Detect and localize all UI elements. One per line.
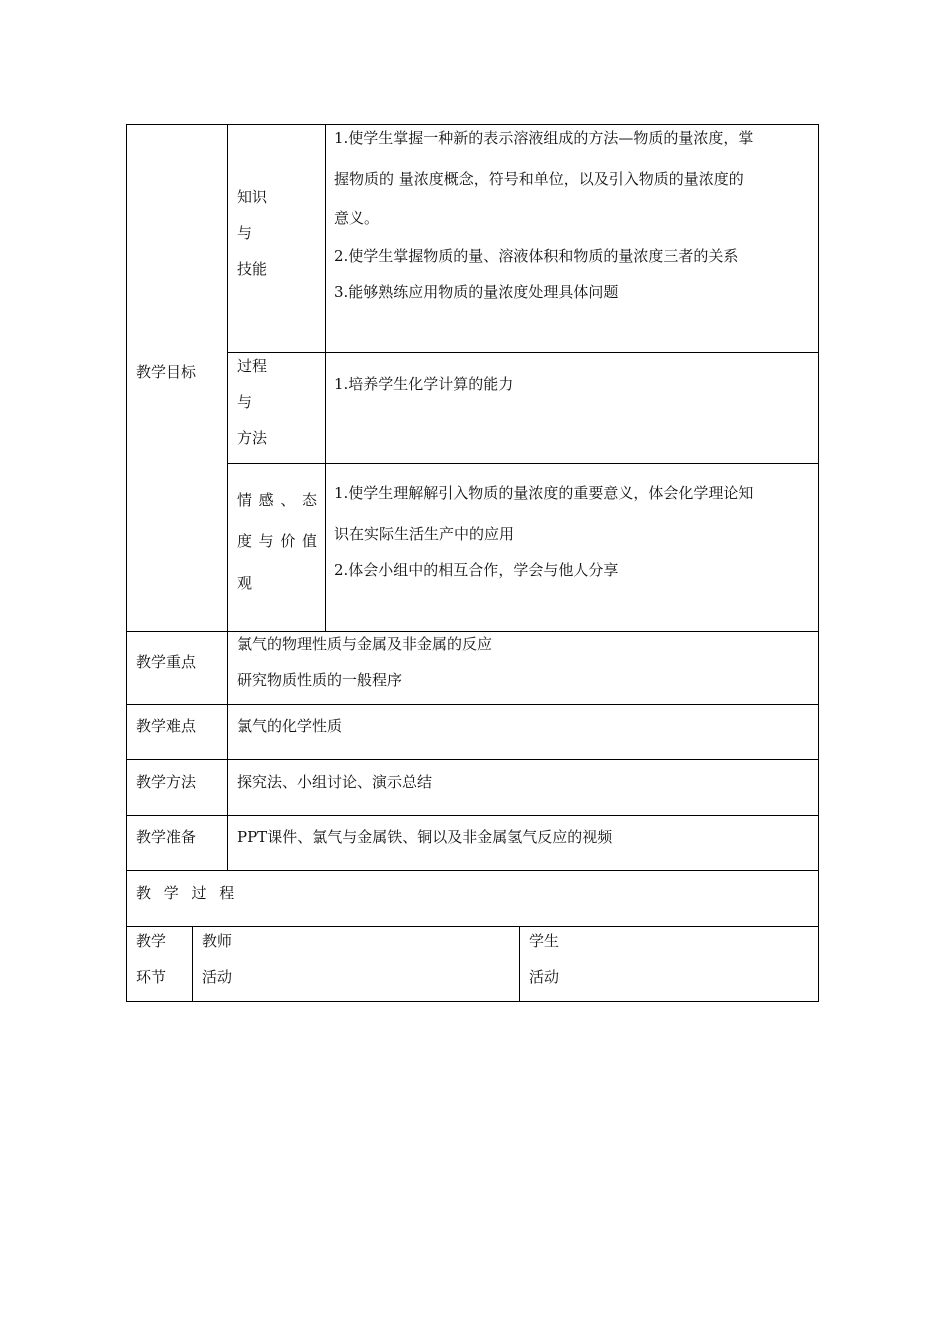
methods-text: 探究法、小组讨论、演示总结 xyxy=(237,773,433,791)
knowledge-head-1: 知识 xyxy=(237,188,268,206)
stage-head-2: 环节 xyxy=(136,968,167,986)
stage-head-1: 教学 xyxy=(136,932,167,950)
preparation-label: 教学准备 xyxy=(136,828,197,846)
emotion-line-3: 2.体会小组中的相互合作，学会与他人分享 xyxy=(334,561,619,579)
preparation-text: PPT课件、氯气与金属铁、铜以及非金属氢气反应的视频 xyxy=(237,828,613,846)
emotion-line-1: 1.使学生理解解引入物质的量浓度的重要意义，体会化学理论知 xyxy=(334,484,754,502)
process-title: 教 学 过 程 xyxy=(136,884,239,902)
emotion-head-3: 观 xyxy=(237,574,253,592)
emotion-line-2: 识在实际生活生产中的应用 xyxy=(334,525,515,543)
knowledge-head-3: 技能 xyxy=(237,260,268,278)
knowledge-head-2: 与 xyxy=(237,224,253,242)
knowledge-line-3: 意义。 xyxy=(334,209,380,227)
emotion-head-1: 情感、态 xyxy=(237,491,317,509)
student-head-1: 学生 xyxy=(529,932,560,950)
knowledge-line-4: 2.使学生掌握物质的量、溶液体积和物质的量浓度三者的关系 xyxy=(334,247,739,265)
methods-label: 教学方法 xyxy=(136,773,197,791)
process-line-1: 1.培养学生化学计算的能力 xyxy=(334,375,514,393)
teacher-head-2: 活动 xyxy=(202,968,233,986)
student-head-2: 活动 xyxy=(529,968,560,986)
objectives-label: 教学目标 xyxy=(136,363,197,381)
key-points-label: 教学重点 xyxy=(136,653,197,671)
knowledge-line-2: 握物质的 量浓度概念，符号和单位，以及引入物质的量浓度的 xyxy=(334,170,744,188)
knowledge-line-1: 1.使学生掌握一种新的表示溶液组成的方法—物质的量浓度，掌 xyxy=(334,129,754,147)
process-head-2: 与 xyxy=(237,393,253,411)
difficulty-text: 氯气的化学性质 xyxy=(237,717,343,735)
process-head-1: 过程 xyxy=(237,357,268,375)
difficulty-label: 教学难点 xyxy=(136,717,197,735)
process-head-3: 方法 xyxy=(237,429,268,447)
emotion-head-2: 度与价值 xyxy=(237,532,317,550)
key-point-2: 研究物质性质的一般程序 xyxy=(237,671,403,689)
key-point-1: 氯气的物理性质与金属及非金属的反应 xyxy=(237,635,493,653)
knowledge-line-5: 3.能够熟练应用物质的量浓度处理具体问题 xyxy=(334,283,619,301)
teacher-head-1: 教师 xyxy=(202,932,233,950)
